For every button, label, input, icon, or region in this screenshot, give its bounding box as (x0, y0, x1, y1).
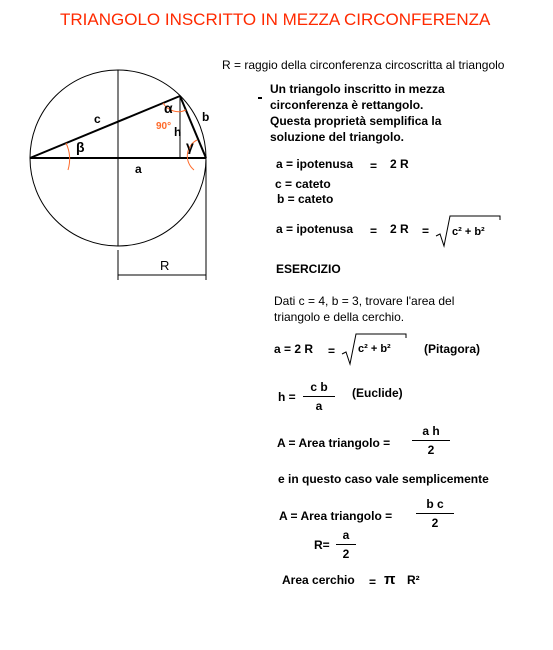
pitagora-eq: = (328, 344, 336, 358)
hyp-lhs: a = ipotenusa (276, 157, 354, 171)
label-c: c (94, 112, 101, 126)
intro-line-4: soluzione del triangolo. (270, 130, 405, 144)
area1-lhs: A = Area triangolo = (277, 436, 391, 450)
area1-den: 2 (427, 443, 435, 457)
bullet-dot (258, 97, 262, 99)
euclide-den: a (315, 399, 323, 413)
fraction-bar (416, 513, 454, 514)
circle-area-pi: π (384, 571, 396, 588)
circle-area-r2: R² (407, 573, 420, 587)
radius-den: 2 (342, 547, 350, 561)
area1-fraction (412, 424, 450, 457)
radius-fraction (336, 528, 356, 561)
area1-num: a h (422, 424, 440, 438)
label-a: a (135, 162, 142, 176)
circle-area-lhs: Area cerchio (282, 573, 355, 587)
euclide-note: (Euclide) (352, 386, 403, 400)
b-cateto: b = cateto (277, 192, 334, 206)
hyp-eq: = (370, 159, 378, 173)
area2-num: b c (426, 497, 444, 511)
exercise-heading: ESERCIZIO (276, 262, 341, 276)
label-gamma: γ (186, 138, 194, 154)
euclide-fraction (303, 380, 335, 413)
radius-lhs: R= (314, 538, 330, 552)
circle-area-eq: = (369, 575, 377, 589)
exercise-line-2: triangolo e della cerchio. (274, 310, 405, 324)
c-cateto: c = cateto (275, 177, 331, 191)
pitagora-radicand: c² + b² (358, 343, 391, 355)
beta-arc (66, 143, 70, 170)
label-right-angle: 90° (156, 121, 172, 132)
area2-lhs: A = Area triangolo = (279, 509, 393, 523)
pitagora-lhs: a = 2 R (274, 342, 314, 356)
fraction-bar (412, 440, 450, 441)
intro-line-3: Questa proprietà semplifica la (270, 114, 442, 128)
fraction-bar (336, 544, 356, 545)
euclide-num: c b (310, 380, 328, 394)
label-beta: β (76, 139, 85, 155)
hyp-sqrt-lhs: a = ipotenusa (276, 222, 354, 236)
area2-fraction (416, 497, 454, 530)
exercise-line-1: Dati c = 4, b = 3, trovare l'area del (274, 294, 455, 308)
label-h: h (174, 125, 182, 139)
hyp-rhs: 2 R (390, 157, 409, 171)
label-r: R (160, 258, 170, 273)
pitagora-note: (Pitagora) (424, 342, 481, 356)
hyp-sqrt-eq2: = (422, 224, 430, 238)
radius-num: a (342, 528, 350, 542)
fraction-bar (303, 396, 335, 397)
simple-note: e in questo caso vale semplicemente (278, 472, 489, 486)
area2-den: 2 (431, 516, 439, 530)
intro-line-1: Un triangolo inscritto in mezza (270, 82, 445, 96)
label-alpha: α (164, 100, 173, 116)
page-title: TRIANGOLO INSCRITTO IN MEZZA CIRCONFERENZA (60, 10, 491, 29)
label-b: b (202, 110, 210, 124)
hyp-sqrt-mid: 2 R (390, 222, 409, 236)
r-definition: R = raggio della circonferenza circoscritta al triangolo (222, 58, 505, 72)
hyp-sqrt-eq: = (370, 224, 378, 238)
intro-line-2: circonferenza è rettangolo. (270, 98, 424, 112)
hyp-sqrt-radicand: c² + b² (452, 226, 485, 238)
euclide-lhs: h = (278, 390, 296, 404)
